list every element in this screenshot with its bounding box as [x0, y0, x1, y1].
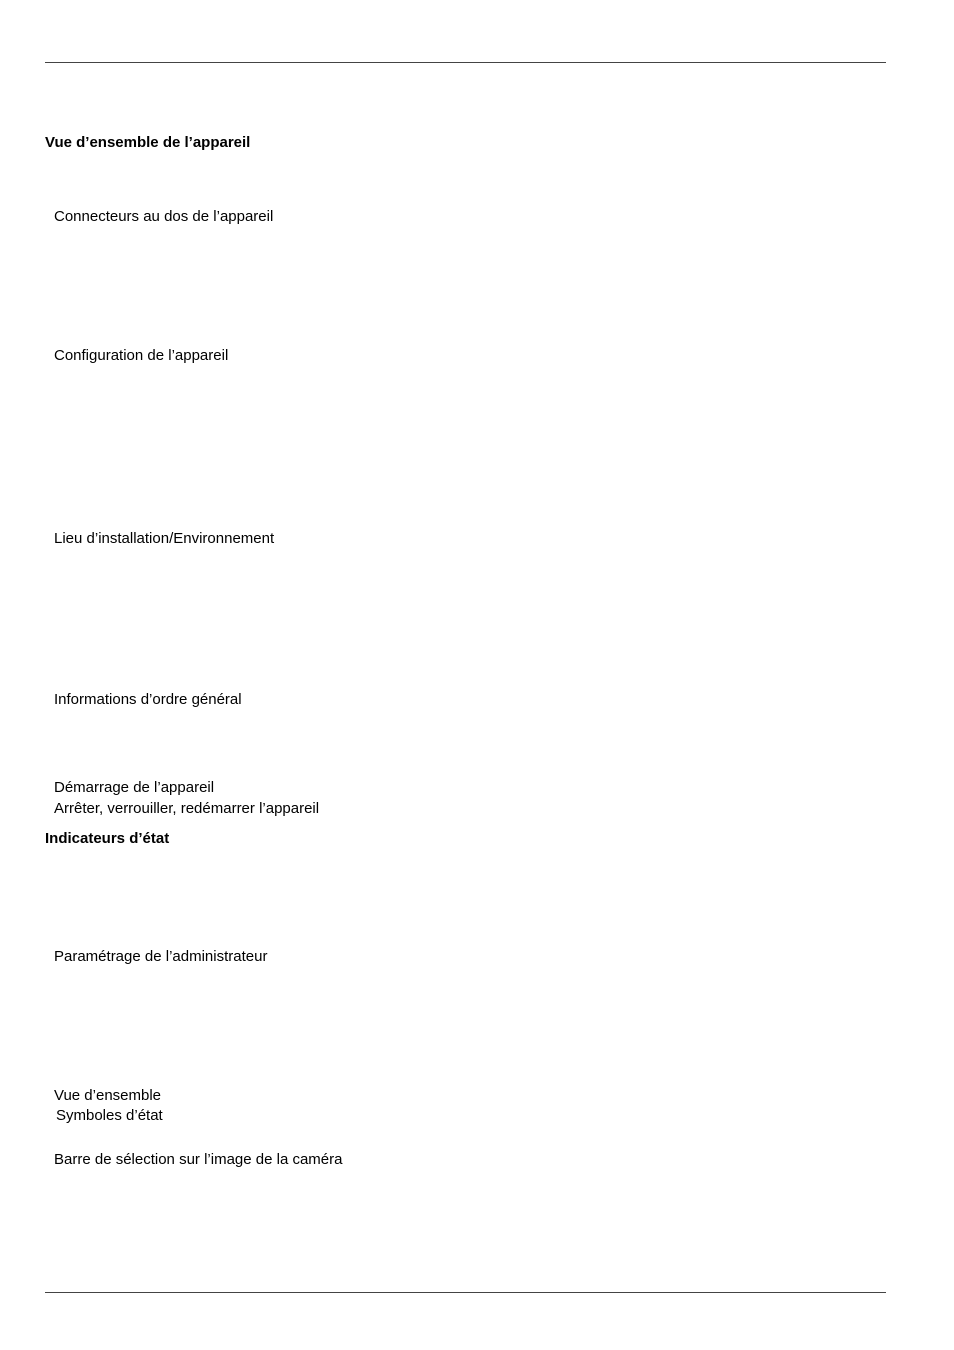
entry-status-symbols: Symboles d’état [56, 1107, 163, 1124]
header-rule [45, 62, 886, 63]
section-heading-device-overview: Vue d’ensemble de l’appareil [45, 134, 251, 151]
entry-installation-location: Lieu d’installation/Environnement [54, 530, 275, 547]
entry-general-information: Informations d’ordre général [54, 691, 242, 708]
footer-rule [45, 1292, 886, 1293]
entry-device-configuration: Configuration de l’appareil [54, 347, 229, 364]
entry-overview: Vue d’ensemble [54, 1087, 162, 1104]
entry-shutdown-lock-restart: Arrêter, verrouiller, redémarrer l’appareil [54, 800, 320, 817]
entry-administrator-settings: Paramétrage de l’administrateur [54, 948, 268, 965]
entry-camera-selection-bar: Barre de sélection sur l’image de la caméra [54, 1151, 343, 1168]
entry-rear-connectors: Connecteurs au dos de l’appareil [54, 208, 274, 225]
section-heading-status-indicators: Indicateurs d’état [45, 830, 170, 847]
entry-device-startup: Démarrage de l’appareil [54, 779, 215, 796]
